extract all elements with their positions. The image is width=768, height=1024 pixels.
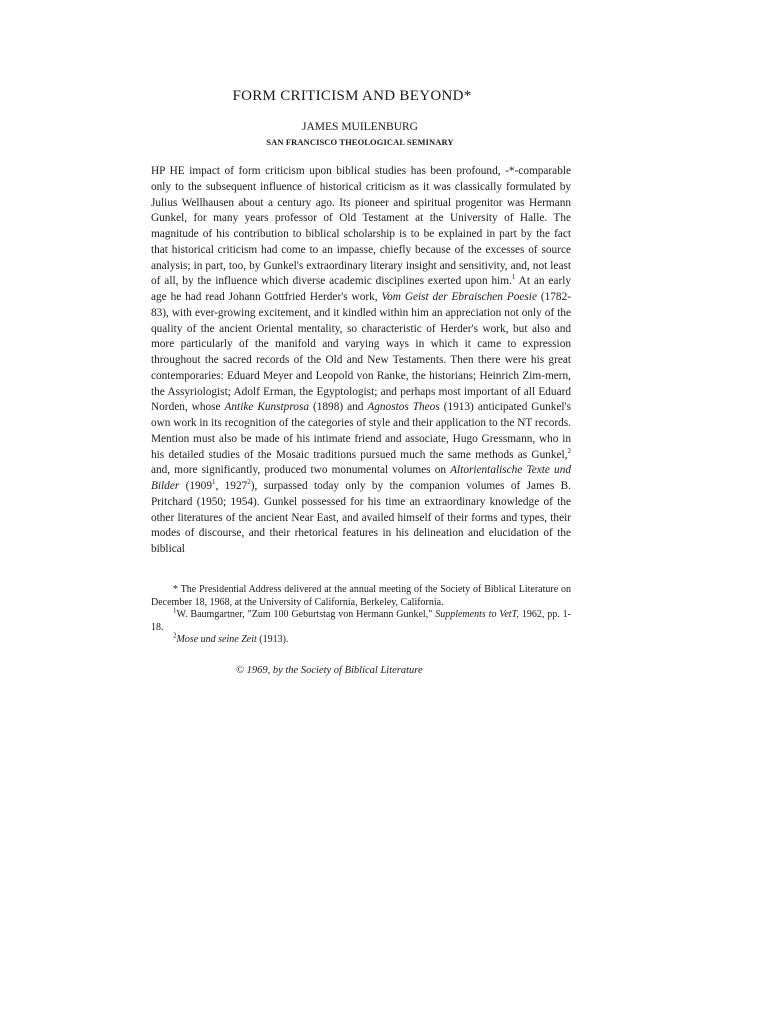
author-name: JAMES MUILENBURG (302, 121, 418, 133)
footnote-marker: 2 (567, 446, 571, 455)
footnote-1-tail: 1962, pp. 1-18. (151, 609, 571, 633)
footnote-2-tail: (1913). (256, 634, 289, 645)
body-text-segment: , 1927 (215, 480, 248, 492)
footnote-star: * The Presidential Address delivered at the annual meeting of the Society of Biblical Literature on December 18, 1968, at the University of California, Berkeley, California. (151, 584, 571, 608)
edition-superscript: 1 (211, 478, 216, 487)
footnote-1-italic: Supplements to VetT, (435, 609, 519, 620)
footnote-1-text: W. Baumgartner, "Zum 100 Geburtstag von Hermann Gunkel," (176, 609, 436, 620)
body-text-segment: (1782-83), with ever-growing excitement, and it kindled within him an appreciation not only of the quality of the ancient Oriental mentality, so characteristic of Herder's work, but also and more particularly of the manifold and varying ways in which it came to expression throughout the sacred records of the Old and New Testaments. Then there were his great contemporaries: Eduard Meyer and Leopold von Ranke, the historians; Heinrich Zim-mern, the Assyriologist; Adolf Erman, the Egyptologist; and perhaps most important of all Eduard Norden, whose (151, 291, 571, 414)
footnote-1-marker: 1 (173, 606, 177, 615)
body-text-segment: (1913) anticipated Gunkel's own work in its recognition of the categories of style and their application to the NT records. Mention must also be made of his intimate friend and associate, Hugo Gressmann, who in his detailed studies of the Mosaic traditions pursued much the same methods as Gunkel, (151, 401, 571, 461)
footnote-marker: 1 (511, 273, 516, 282)
footnotes (151, 584, 571, 647)
italic-title: Agnostos Theos (367, 401, 440, 414)
italic-title: Vom Geist der Ebraischen Poesie (381, 291, 537, 303)
article-title: FORM CRITICISM AND BEYOND* (232, 88, 472, 104)
body-text-segment: HP HE impact of form criticism upon biblical studies has been profound, -*-comparable only to the subsequent influence of historical criticism as it was classically formulated by Julius Wellhausen about a century ago. Its pioneer and spiritual progenitor was Hermann Gunkel, for many years professor of Old Testament at the University of Halle. The magnitude of his contribution to biblical scholarship is to be explained in part by the fact that historical criticism had come to an impasse, chiefly because of the excesses of source analysis; in part, too, by Gunkel's extraordinary literary insight and sensitivity, and, not least of all, by the influence which diverse academic disciplines exerted upon him. (151, 165, 571, 288)
footnote-2 (151, 631, 571, 647)
body-text-segment: ), surpassed today only by the companion volumes of James B. Pritchard (1950; 1954). Gunkel possessed for his time an extraordinary knowledge of the other literatures of the ancient Near East, and availed himself of their forms and types, their modes of discourse, and their rhetorical features in his delineation and elucidation of the biblical (151, 480, 571, 555)
body-paragraph (151, 164, 571, 558)
copyright-notice: © 1969, by the Society of Biblical Literature (236, 665, 423, 676)
footnote-1 (151, 606, 571, 634)
italic-title: Altorientalische Texte und Bilder (151, 464, 571, 492)
body-text-segment: (1898) and (309, 401, 368, 414)
footnote-2-marker: 2 (173, 631, 177, 640)
body-text (151, 164, 571, 558)
italic-title: Antike Kunstprosa (224, 401, 310, 414)
body-text-segment: At an early age he had read Johann Gottfried Herder's work, (151, 275, 571, 303)
body-text-segment: (1909 (179, 480, 212, 492)
footnote-2-italic: Mose und seine Zeit (176, 634, 257, 645)
body-text-segment: and, more significantly, produced two monumental volumes on (151, 464, 451, 477)
edition-superscript: 2 (247, 478, 251, 487)
author-affiliation: SAN FRANCISCO THEOLOGICAL SEMINARY (266, 137, 454, 147)
